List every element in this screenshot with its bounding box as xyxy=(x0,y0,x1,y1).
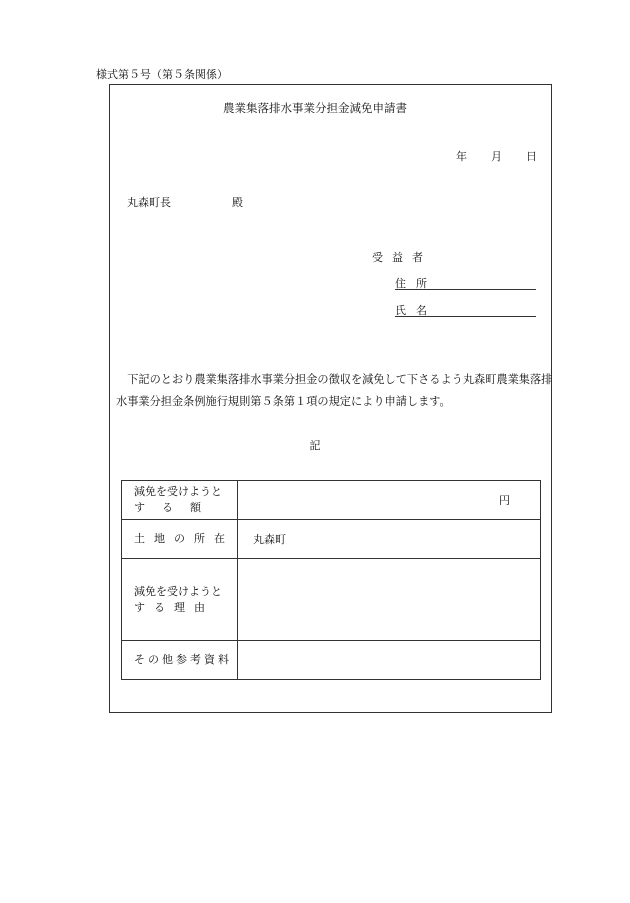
amount-label xyxy=(122,481,238,520)
date-year: 年 xyxy=(456,150,467,163)
date-day: 日 xyxy=(526,150,537,163)
form-number: 様式第５号（第５条関係） xyxy=(96,68,228,81)
addressee-name: 丸森町長 xyxy=(127,196,171,209)
reason-label xyxy=(122,559,238,641)
date-month: 月 xyxy=(491,150,502,163)
name-line xyxy=(395,316,536,317)
address-line xyxy=(395,289,536,290)
amount-label-line1: 減免を受けようと xyxy=(134,485,222,498)
details-table xyxy=(121,480,541,680)
ki-heading: 記 xyxy=(309,439,321,452)
location-label: 土地の所在 xyxy=(122,520,238,559)
location-value: 丸森町 xyxy=(253,533,286,546)
table-row-amount xyxy=(122,481,541,520)
table-row-other xyxy=(122,641,541,680)
name-label: 氏名 xyxy=(395,304,437,317)
amount-unit: 円 xyxy=(499,494,510,507)
other-label: その他参考資料 xyxy=(122,641,238,680)
other-value-cell[interactable] xyxy=(238,641,541,680)
table-row-location xyxy=(122,520,541,559)
body-text: 下記のとおり農業集落排水事業分担金の徴収を減免して下さるよう丸森町農業集落排水事業分担金条例施行規則第５条第１項の規定により申請します。 xyxy=(116,373,553,408)
address-label: 住所 xyxy=(395,277,437,290)
addressee-honorific: 殿 xyxy=(232,196,243,209)
applicant-heading: 受益者 xyxy=(372,251,432,264)
reason-value-cell[interactable] xyxy=(238,559,541,641)
document-title: 農業集落排水事業分担金減免申請書 xyxy=(223,101,407,115)
reason-label-line2: する理由 xyxy=(134,600,214,614)
reason-label-line1: 減免を受けようと xyxy=(134,584,222,598)
table-row-reason xyxy=(122,559,541,641)
amount-label-line2: する額 xyxy=(134,501,218,514)
location-value-cell[interactable] xyxy=(238,520,541,559)
amount-value-cell[interactable] xyxy=(238,481,541,520)
